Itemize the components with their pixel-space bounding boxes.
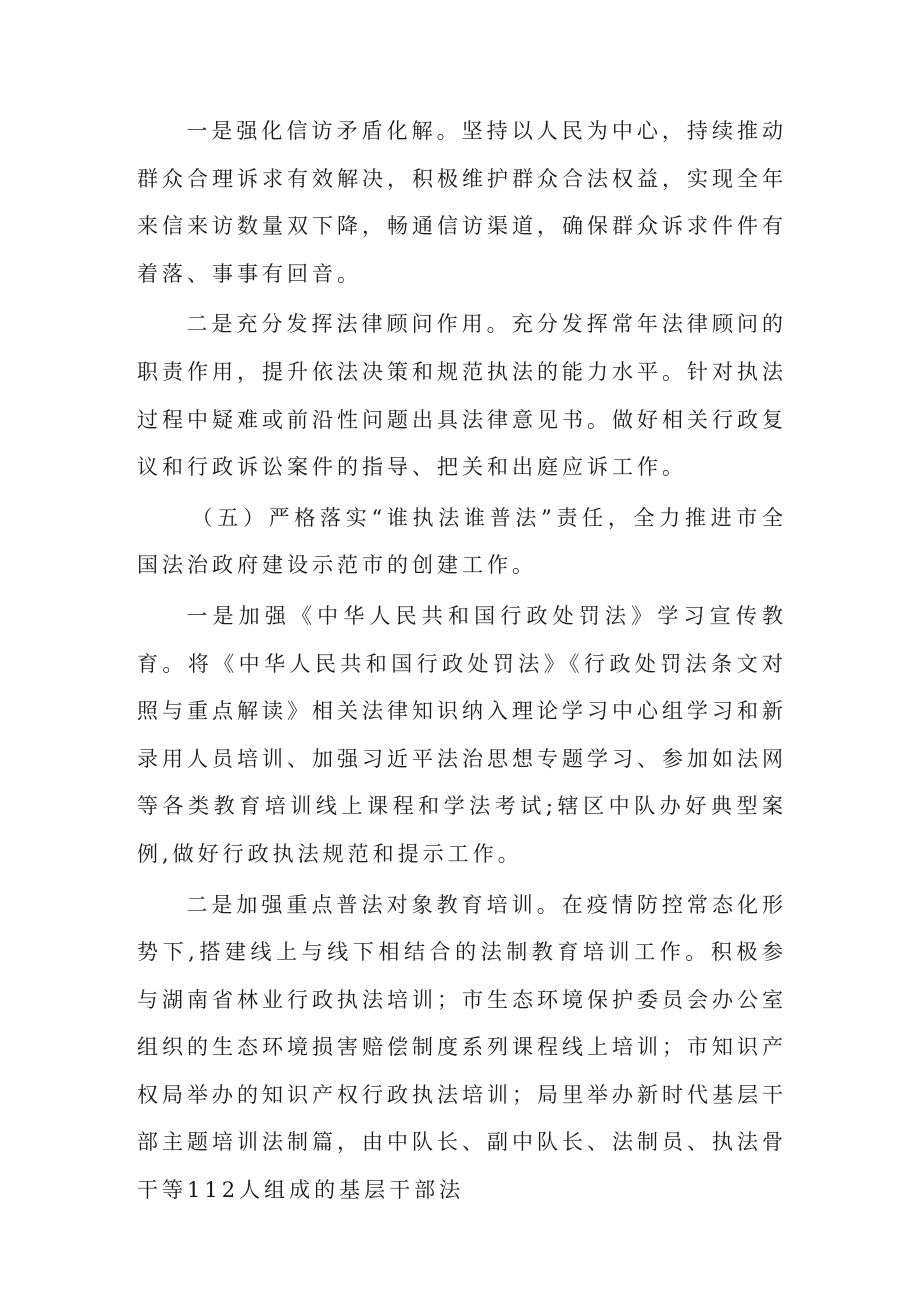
paragraph-petition-resolution: 一是强化信访矛盾化解。坚持以人民为中心，持续推动群众合理诉求有效解决，积极维护群众合法权益，实现全年来信来访数量双下降，畅通信访渠道，确保群众诉求件件有着落、事事有回音。 <box>137 119 787 286</box>
paragraph-penalty-law-education: 一是加强《中华人民共和国行政处罚法》学习宣传教育。将《中华人民共和国行政处罚法》《行政处罚法条文对照与重点解读》相关法律知识纳入理论学习中心组学习和新录用人员培训、加强习近平法治思想专题学习、参加如法网等各类教育培训线上课程和学法考试;辖区中队办好典型案例,做好行政执法规范和提示工作。 <box>137 603 787 866</box>
document-body <box>137 108 787 1215</box>
paragraph-legal-counsel: 二是充分发挥法律顾问作用。充分发挥常年法律顾问的职责作用，提升依法决策和规范执法的能力水平。针对执法过程中疑难或前沿性问题出具法律意见书。做好相关行政复议和行政诉讼案件的指导、把关和出庭应诉工作。 <box>137 312 787 480</box>
section-heading-five: （五）严格落实“谁执法谁普法”责任，全力推进市全国法治政府建设示范市的创建工作。 <box>137 505 787 578</box>
paragraph-key-training: 二是加强重点普法对象教育培训。在疫情防控常态化形势下,搭建线上与线下相结合的法制教育培训工作。积极参与湖南省林业行政执法培训；市生态环境保护委员会办公室组织的生态环境损害赔偿制度系列课程线上培训；市知识产权局举办的知识产权行政执法培训；局里举办新时代基层干部主题培训法制篇，由中队长、副中队长、法制员、执法骨干等112人组成的基层干部法 <box>137 892 787 1203</box>
